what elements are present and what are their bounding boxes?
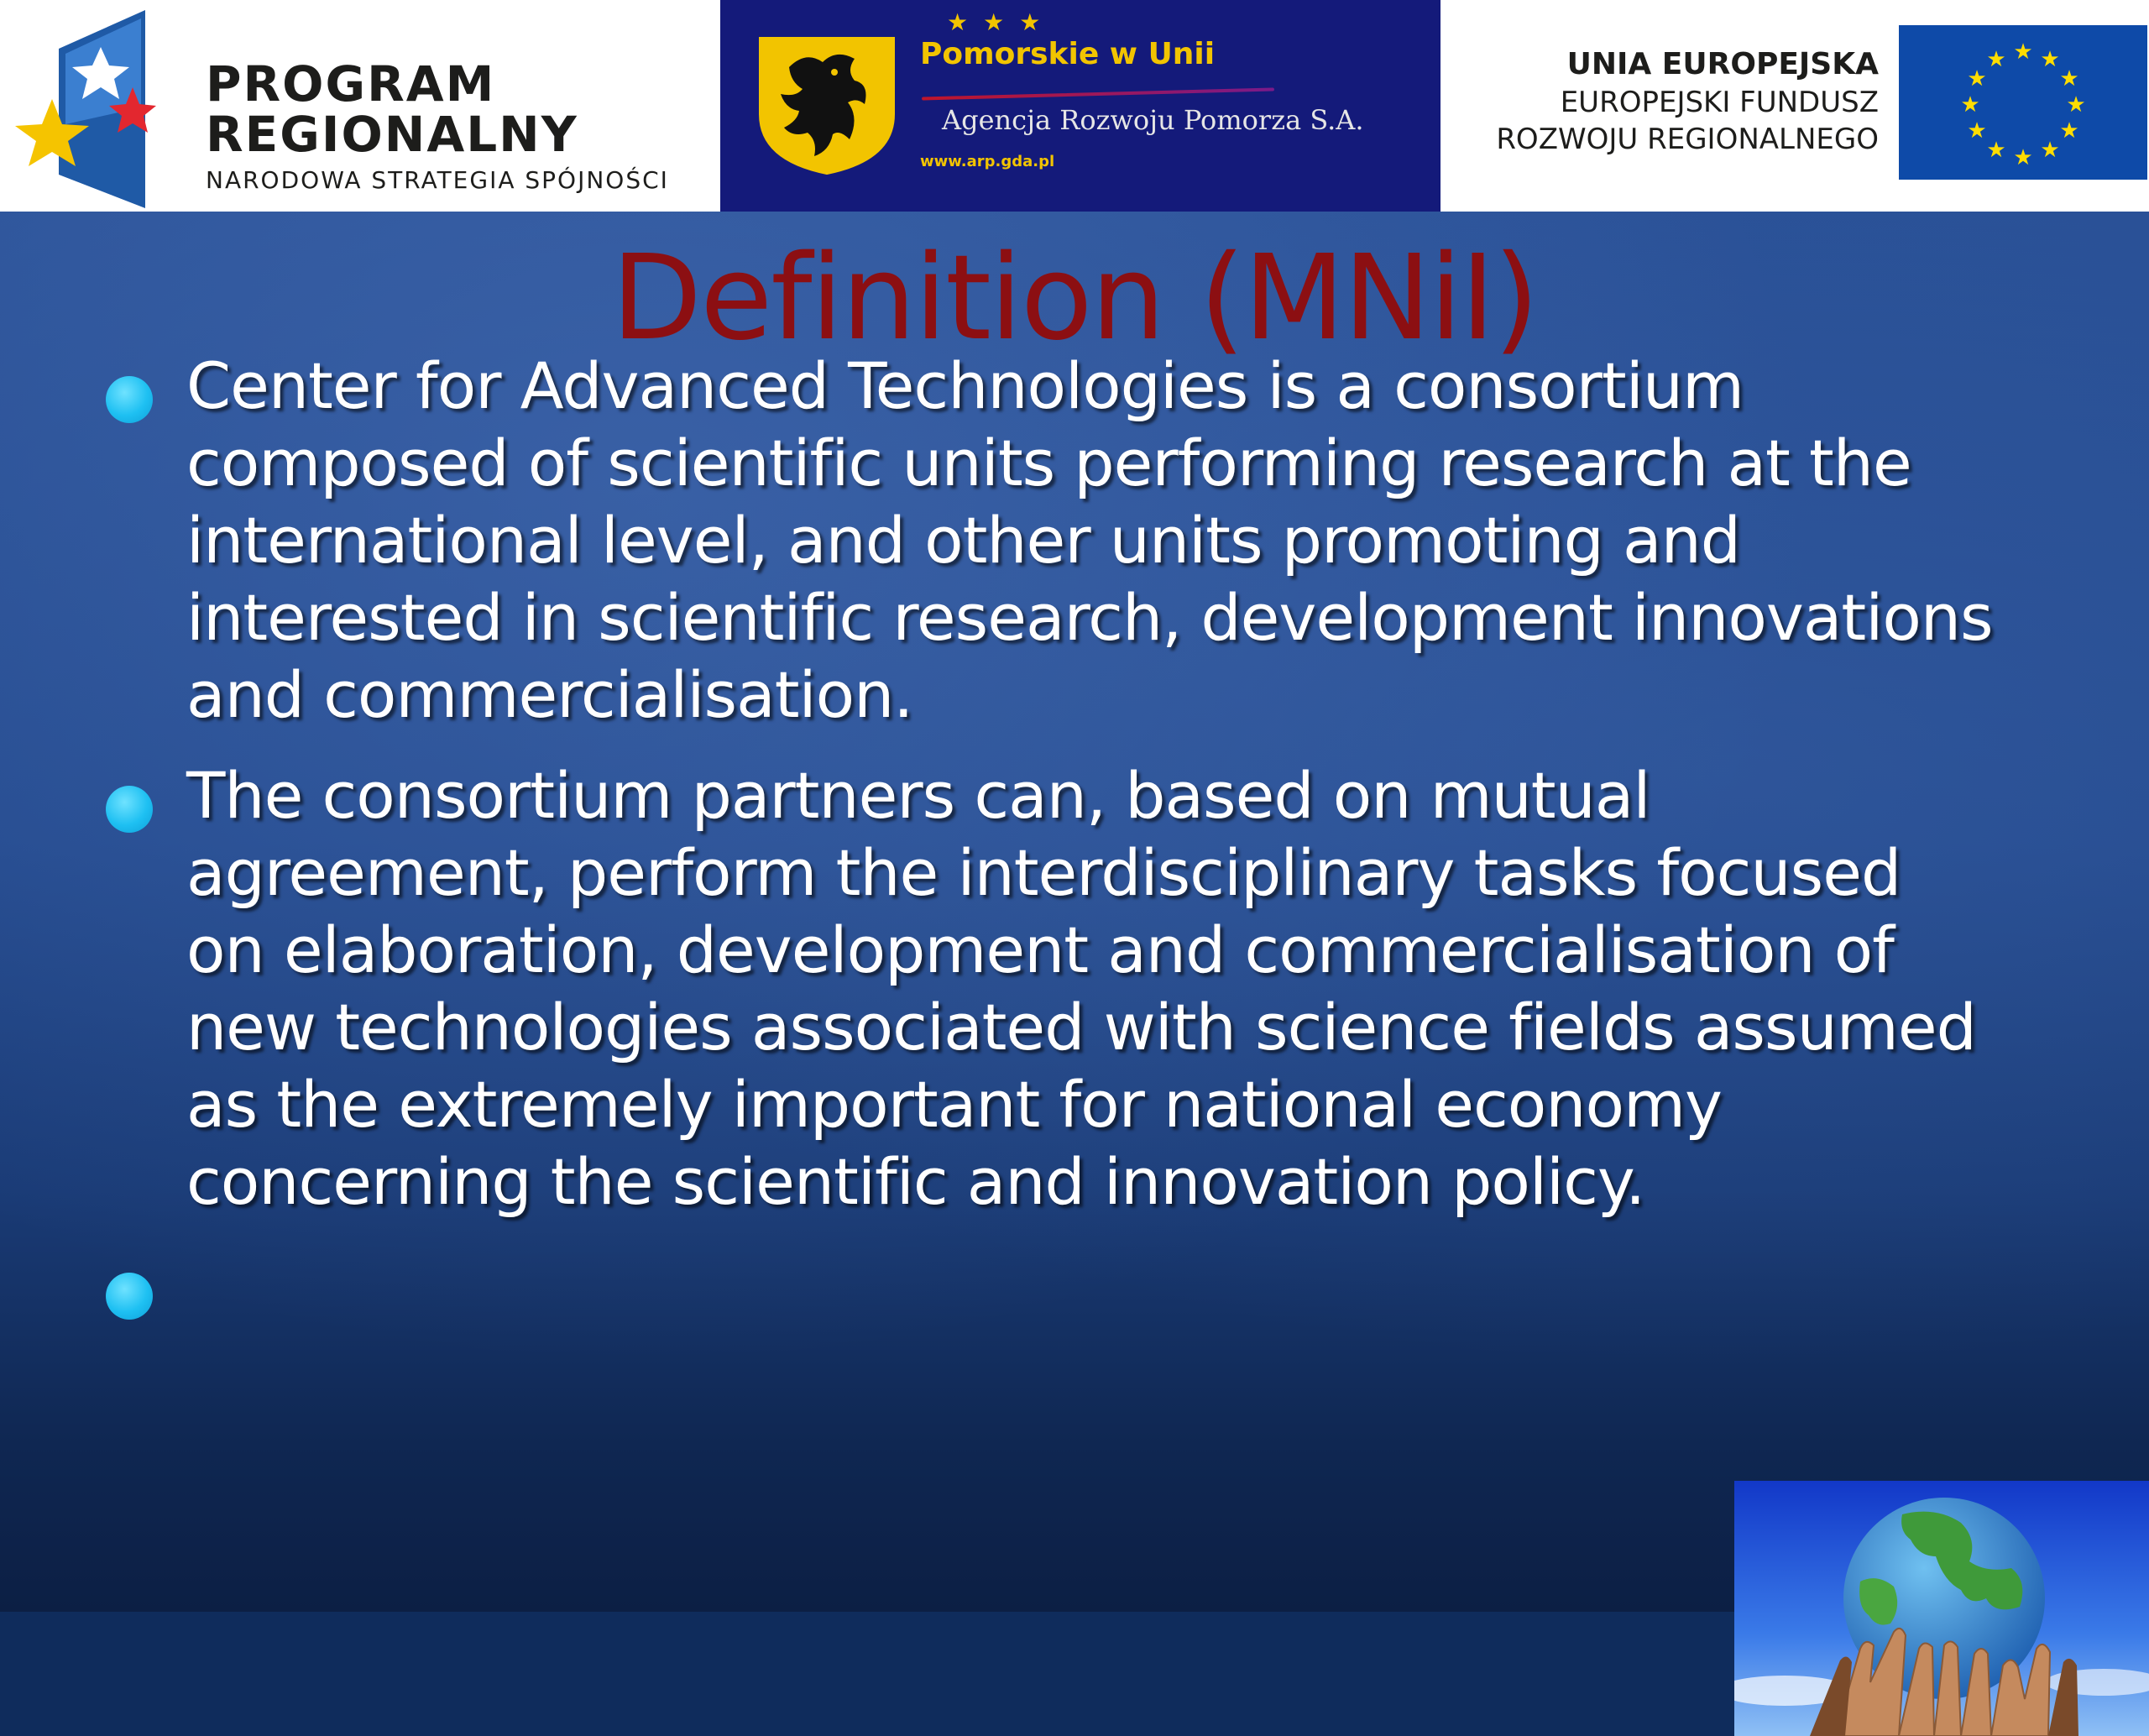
svg-text:★: ★ [1986, 47, 2006, 72]
bullet-item [101, 757, 1998, 1221]
svg-text:★: ★ [1967, 66, 1987, 92]
eu-flag-icon [1899, 25, 2147, 180]
program-title-line1: PROGRAM [206, 55, 496, 112]
logo-header [0, 0, 2149, 212]
svg-text:★: ★ [2066, 92, 2086, 118]
bullet-text: Center for Advanced Technologies is a consortium composed of scientific units performing research at the international level, and other units promoting and interested in scientific research, development innovations and commercialisation. [186, 348, 1993, 732]
globe-hands-picture [1734, 1481, 2149, 1736]
pomorskie-subtitle: Agencja Rozwoju Pomorza S.A. [942, 104, 1364, 136]
program-subtitle: NARODOWA STRATEGIA SPÓJNOŚCI [206, 166, 669, 194]
svg-text:★: ★ [2059, 118, 2079, 144]
eu-title: UNIA EUROPEJSKA [1566, 47, 1879, 81]
bullet-text: The consortium partners can, based on mutual agreement, perform the interdisciplinary tasks focused on elaboration, development and commercialisation of new technologies associated with science fields assumed as the extremely important for national economy concerning the scientific and innovation policy. [186, 758, 1976, 1219]
bullet-list [101, 348, 1998, 1345]
svg-text:★: ★ [1986, 138, 2006, 163]
globe-hands-icon [1734, 1481, 2149, 1736]
eu-fund-line2: ROZWOJU REGIONALNEGO [1496, 123, 1879, 156]
bullet-item-empty [101, 1244, 1998, 1321]
bullet-icon [106, 376, 153, 423]
eu-logo [1441, 0, 2149, 212]
svg-text:★: ★ [1960, 92, 1980, 118]
slide-title: Definition (MNiI) [611, 230, 1538, 367]
pomorskie-logo [720, 0, 1441, 212]
program-regionalny-star-logo [7, 7, 200, 208]
bullet-text [186, 1244, 1998, 1321]
svg-text:★: ★ [2040, 138, 2060, 163]
bullet-icon [106, 786, 153, 833]
bullet-icon [106, 1273, 153, 1320]
pomorskie-griffin-emblem [756, 34, 898, 176]
svg-text:★: ★ [2040, 47, 2060, 72]
pomorskie-title: Pomorskie w Unii [920, 37, 1216, 71]
svg-text:★: ★ [1967, 118, 1987, 144]
program-title-line2: REGIONALNY [206, 106, 578, 163]
stars-decoration: ★★★ [947, 8, 1056, 36]
pomorskie-url: www.arp.gda.pl [920, 153, 1055, 170]
slide [0, 212, 2149, 1612]
svg-text:★: ★ [2059, 66, 2079, 92]
program-regionalny-logo [0, 0, 720, 212]
eu-fund-line1: EUROPEJSKI FUNDUSZ [1560, 86, 1879, 119]
bullet-item [101, 348, 1998, 734]
eu-flag [1899, 25, 2147, 180]
swoosh-decoration [922, 88, 1274, 101]
svg-text:★: ★ [2013, 145, 2033, 170]
svg-text:★: ★ [2013, 39, 2033, 65]
